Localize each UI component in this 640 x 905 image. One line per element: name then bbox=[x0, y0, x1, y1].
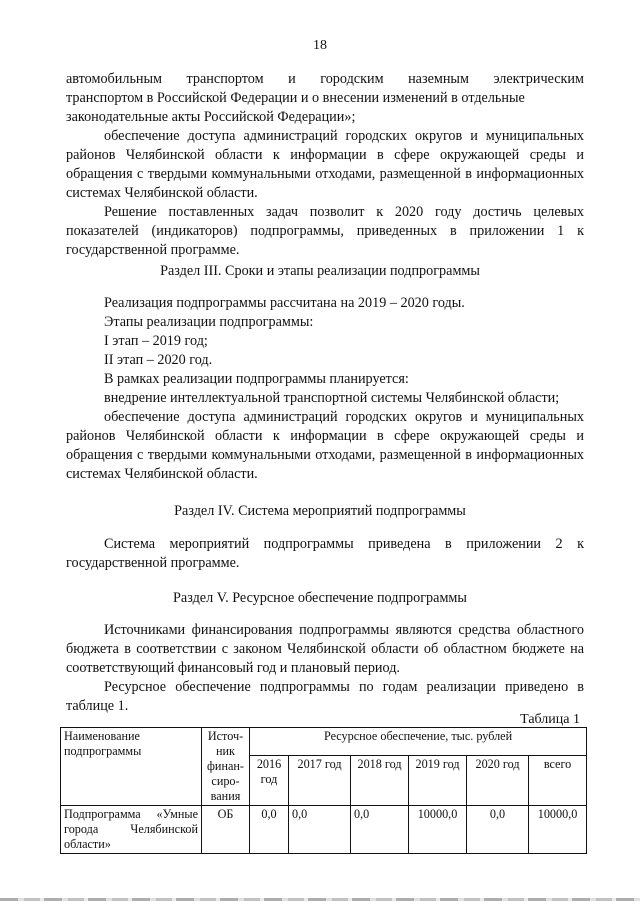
intro-line-1: автомобильным транспортом и городским наземным электрическим bbox=[66, 71, 584, 87]
table-header-row bbox=[61, 728, 587, 756]
row-value: 0,0 bbox=[289, 806, 351, 854]
section-5-para-2: Ресурсное обеспечение подпрограммы по годам реализации приведено в таблице 1. bbox=[66, 679, 584, 714]
intro-line-2: транспортом в Российской Федерации и о внесении изменений в отдельные bbox=[66, 90, 525, 106]
section-4-body bbox=[66, 535, 584, 573]
row-value: 0,0 bbox=[351, 806, 409, 854]
resource-table bbox=[60, 727, 587, 854]
section-5-para-1: Источниками финансирования подпрограммы являются средства областного бюджета в соответствии с законом Челябинской области об областном бюджете на соответствующий финансовый год и плановый период. bbox=[66, 622, 584, 676]
section-3-body bbox=[66, 294, 584, 484]
header-source: Источ-ник финан-сиро-вания bbox=[202, 728, 250, 806]
header-name: Наименование подпрограммы bbox=[61, 728, 202, 806]
row-name: Подпрограмма «Умные города Челябинской области» bbox=[61, 806, 202, 854]
header-resource-group: Ресурсное обеспечение, тыс. рублей bbox=[250, 728, 587, 756]
row-value: 10000,0 bbox=[409, 806, 467, 854]
section-3-heading: Раздел III. Сроки и этапы реализации подпрограммы bbox=[160, 263, 480, 279]
section-3-item-1: внедрение интеллектуальной транспортной системы Челябинской области; bbox=[104, 390, 560, 406]
section-3-item-2: обеспечение доступа администраций городских округов и муниципальных районов Челябинской области к информации в сфере окружающей среды и обращения с твердыми коммунальными отходами, размещенной в информационных системах Челябинской области. bbox=[66, 409, 584, 482]
header-year: 2018 год bbox=[351, 755, 409, 805]
access-paragraph: обеспечение доступа администраций городских округов и муниципальных районов Челябинской области к информации в сфере окружающей среды и обращения с твердыми коммунальными отходами, размещенной в информационных системах Челябинской области. bbox=[66, 128, 584, 201]
goals-paragraph: Решение поставленных задач позволит к 2020 году достичь целевых показателей (индикаторов) подпрограммы, приведенных в приложении 1 к государственной программе. bbox=[66, 204, 584, 258]
header-year: 2017 год bbox=[289, 755, 351, 805]
table-caption: Таблица 1 bbox=[520, 712, 580, 727]
table-row bbox=[61, 806, 587, 854]
section-4-heading: Раздел IV. Система мероприятий подпрограммы bbox=[174, 503, 466, 519]
section-5-body bbox=[66, 621, 584, 716]
header-total: всего bbox=[529, 755, 587, 805]
scan-artifact-line bbox=[0, 898, 640, 901]
row-source: ОБ bbox=[202, 806, 250, 854]
row-value: 0,0 bbox=[467, 806, 529, 854]
row-total: 10000,0 bbox=[529, 806, 587, 854]
section-3-line-1: Реализация подпрограммы рассчитана на 2019 – 2020 годы. bbox=[104, 295, 465, 311]
section-3-line-3: I этап – 2019 год; bbox=[104, 333, 208, 349]
section-3-line-2: Этапы реализации подпрограммы: bbox=[104, 314, 314, 330]
header-year: 2016 год bbox=[250, 755, 289, 805]
intro-line-3: законодательные акты Российской Федерации»; bbox=[66, 109, 356, 125]
page-number: 18 bbox=[313, 38, 327, 53]
header-year: 2020 год bbox=[467, 755, 529, 805]
section-3-line-5: В рамках реализации подпрограммы планируется: bbox=[104, 371, 409, 387]
section-3-line-4: II этап – 2020 год. bbox=[104, 352, 213, 368]
header-year: 2019 год bbox=[409, 755, 467, 805]
row-value: 0,0 bbox=[250, 806, 289, 854]
section-4-text: Система мероприятий подпрограммы приведена в приложении 2 к государственной программе. bbox=[66, 536, 584, 571]
section-5-heading: Раздел V. Ресурсное обеспечение подпрограммы bbox=[173, 590, 467, 606]
intro-paragraph bbox=[66, 70, 584, 260]
